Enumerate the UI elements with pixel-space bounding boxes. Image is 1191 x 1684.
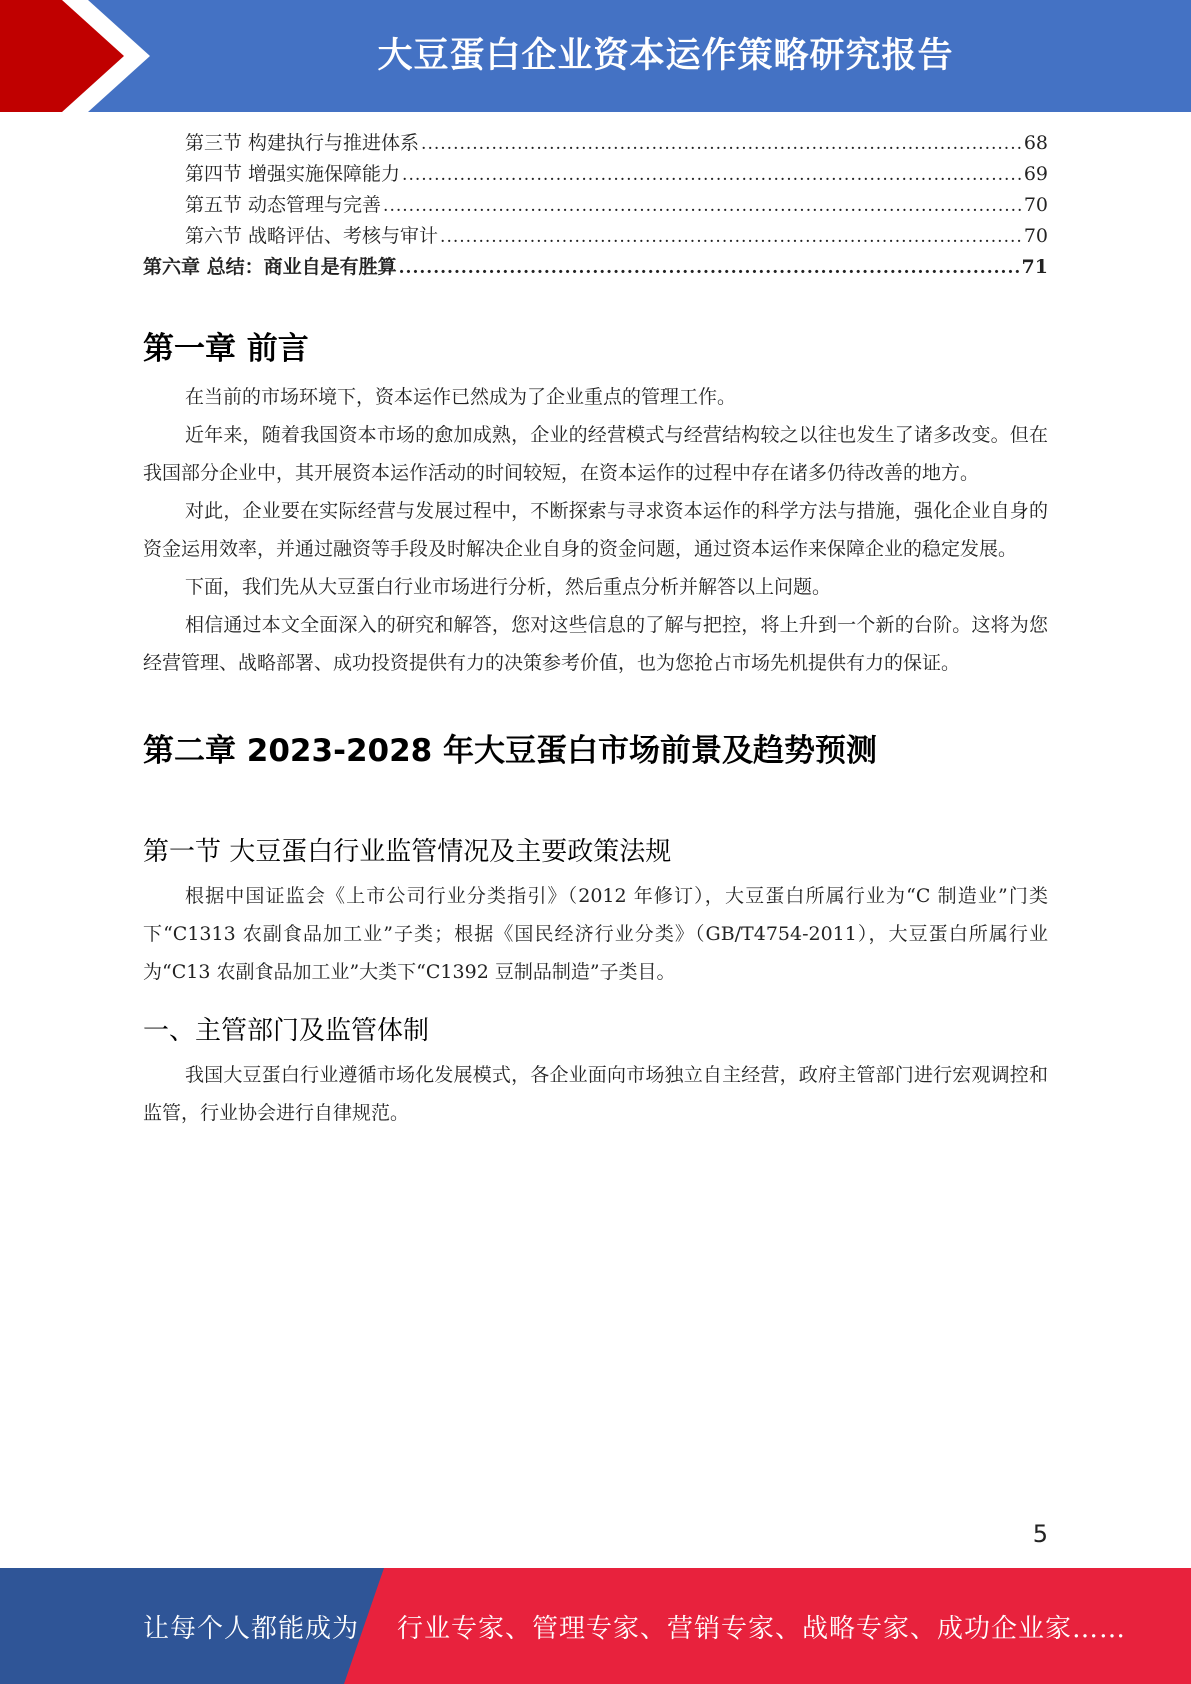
- body-paragraph: 对此，企业要在实际经营与发展过程中，不断探索与寻求资本运作的科学方法与措施，强化企业自身的资金运用效率，并通过融资等手段及时解决企业自身的资金问题，通过资本运作来保障企业的稳定发展。: [143, 500, 1048, 560]
- toc-leader-dots: [440, 227, 1022, 247]
- document-body: [143, 320, 1048, 1132]
- toc-page-number: 70: [1023, 225, 1048, 247]
- toc-row-chapter[interactable]: [143, 252, 1048, 283]
- chapter-heading: 第二章 2023-2028 年大豆蛋白市场前景及趋势预测: [143, 733, 878, 769]
- page-footer: [0, 1568, 1191, 1684]
- body-paragraph: 下面，我们先从大豆蛋白行业市场进行分析，然后重点分析并解答以上问题。: [185, 576, 832, 598]
- toc-leader-dots: [383, 196, 1022, 216]
- toc-label: 第三节 构建执行与推进体系: [185, 132, 420, 154]
- toc-page-number: 69: [1023, 163, 1048, 185]
- toc-label: 第六节 战略评估、考核与审计: [185, 225, 439, 247]
- table-of-contents: [143, 128, 1048, 283]
- body-paragraph: 根据中国证监会《上市公司行业分类指引》（2012 年修订），大豆蛋白所属行业为“C 制造业”门类下“C1313 农副食品加工业”子类；根据《国民经济行业分类》（GB/T4754-2011），大豆蛋白所属行业为“C13 农副食品加工业”大类下“C1392 豆制品制造”子类目。: [143, 885, 1048, 983]
- footer-slogan-right: 行业专家、管理专家、营销专家、战略专家、成功企业家……: [397, 1613, 1127, 1644]
- footer-slogan-left: 让每个人都能成为: [143, 1613, 360, 1644]
- toc-row[interactable]: [143, 190, 1048, 221]
- toc-label: 第五节 动态管理与完善: [185, 194, 382, 216]
- toc-leader-dots: [421, 134, 1022, 154]
- body-paragraph: 在当前的市场环境下，资本运作已然成为了企业重点的管理工作。: [185, 386, 737, 408]
- section-heading: 第一节 大豆蛋白行业监管情况及主要政策法规: [143, 837, 672, 867]
- toc-page-number: 71: [1021, 256, 1048, 278]
- chapter-heading: 第一章 前言: [143, 331, 309, 367]
- toc-leader-dots: [399, 258, 1020, 278]
- toc-page-number: 68: [1023, 132, 1048, 154]
- subsection-heading: 一、主管部门及监管体制: [143, 1016, 430, 1046]
- page-number: 5: [1032, 1520, 1048, 1548]
- body-paragraph: 近年来，随着我国资本市场的愈加成熟，企业的经营模式与经营结构较之以往也发生了诸多改变。但在我国部分企业中，其开展资本运作活动的时间较短，在资本运作的过程中存在诸多仍待改善的地方。: [143, 424, 1048, 484]
- body-paragraph: 我国大豆蛋白行业遵循市场化发展模式，各企业面向市场独立自主经营，政府主管部门进行宏观调控和监管，行业协会进行自律规范。: [143, 1064, 1048, 1124]
- toc-row[interactable]: [143, 221, 1048, 252]
- toc-label: 第四节 增强实施保障能力: [185, 163, 401, 185]
- report-title: 大豆蛋白企业资本运作策略研究报告: [377, 35, 954, 76]
- toc-label: 第六章 总结：商业自是有胜算: [143, 256, 397, 278]
- toc-row[interactable]: [143, 128, 1048, 159]
- toc-leader-dots: [402, 165, 1022, 185]
- toc-row[interactable]: [143, 159, 1048, 190]
- toc-page-number: 70: [1023, 194, 1048, 216]
- page-header: [0, 0, 1191, 112]
- body-paragraph: 相信通过本文全面深入的研究和解答，您对这些信息的了解与把控，将上升到一个新的台阶。这将为您经营管理、战略部署、成功投资提供有力的决策参考价值，也为您抢占市场先机提供有力的保证。: [143, 614, 1048, 674]
